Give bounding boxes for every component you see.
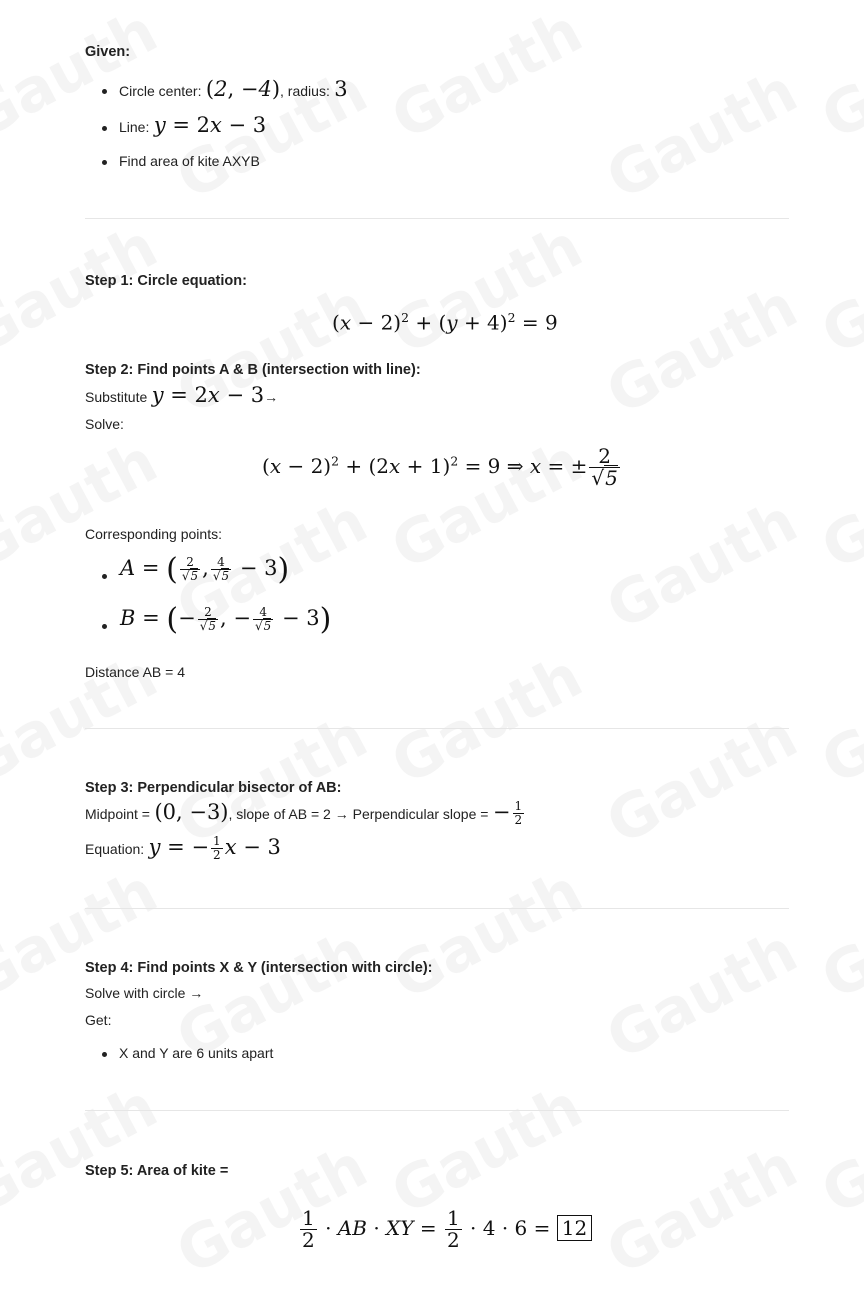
substitute-label: Substitute: [85, 389, 148, 405]
xy-result: X and Y are 6 units apart: [119, 1045, 274, 1061]
bullet-icon: [102, 574, 107, 579]
solve-with-circle: Solve with circle →: [85, 985, 204, 1001]
substitute-line: Substitute y = 2x − 3→: [85, 383, 279, 407]
bullet-icon: [102, 624, 107, 629]
slope-text: , slope of AB = 2 → Perpendicular slope =: [228, 806, 489, 822]
bullet-icon: [102, 89, 107, 94]
line-label: Line:: [119, 119, 150, 135]
radius-label: , radius:: [280, 83, 330, 99]
divider: [85, 1110, 789, 1111]
final-answer: 12: [557, 1215, 592, 1241]
kite-area-formula: $\frac{1}{2}$ · AB · XY = $\frac{1}{2}$ · 4 · 6 = 12: [298, 1208, 592, 1251]
arrow-icon: →: [264, 389, 279, 405]
center-label: Circle center:: [119, 83, 202, 99]
given-line: Line: y = 2x − 3: [119, 113, 267, 137]
equation-label: Equation:: [85, 841, 145, 857]
circle-equation: $(x - 2)^2 + (y + 4)^2 = 9$: [332, 310, 558, 335]
point-b: B = (− $\frac{2}{√5}$ , − $\frac{4}{√5}$ − 3): [120, 602, 332, 637]
step1-heading: Step 1: Circle equation:: [85, 273, 247, 289]
midpoint-line: Midpoint = (0, −3), slope of AB = 2 → Perpendicular slope = − $\frac{1}{2}$: [85, 799, 523, 827]
midpoint-label: Midpoint =: [85, 806, 150, 822]
bullet-icon: [102, 126, 107, 131]
solve-equation: $(x - 2)^2 + (2x + 1)^2 = 9$ ⇒ x = ± $\frac{2}{√5}$: [262, 444, 618, 490]
given-heading: Given:: [85, 44, 131, 60]
distance-ab: Distance AB = 4: [85, 664, 186, 680]
points-label: Corresponding points:: [85, 526, 222, 542]
bullet-icon: [102, 1052, 107, 1057]
point-a: A = ( $\frac{2}{√5}$ , $\frac{4}{√5}$ − 3): [120, 552, 290, 587]
bisector-equation-line: Equation: y = − $\frac{1}{2}$ x − 3: [85, 834, 281, 862]
divider: [85, 908, 789, 909]
divider: [85, 218, 789, 219]
step2-heading: Step 2: Find points A & B (intersection with line):: [85, 362, 421, 378]
solve-label: Solve:: [85, 416, 124, 432]
step3-heading: Step 3: Perpendicular bisector of AB:: [85, 780, 342, 796]
step4-heading: Step 4: Find points X & Y (intersection with circle):: [85, 960, 433, 976]
given-center: Circle center: (2, −4), radius: 3: [119, 77, 348, 101]
bullet-icon: [102, 160, 107, 165]
divider: [85, 728, 789, 729]
given-goal: Find area of kite AXYB: [119, 153, 260, 169]
get-label: Get:: [85, 1012, 112, 1028]
step5-heading: Step 5: Area of kite =: [85, 1163, 229, 1179]
